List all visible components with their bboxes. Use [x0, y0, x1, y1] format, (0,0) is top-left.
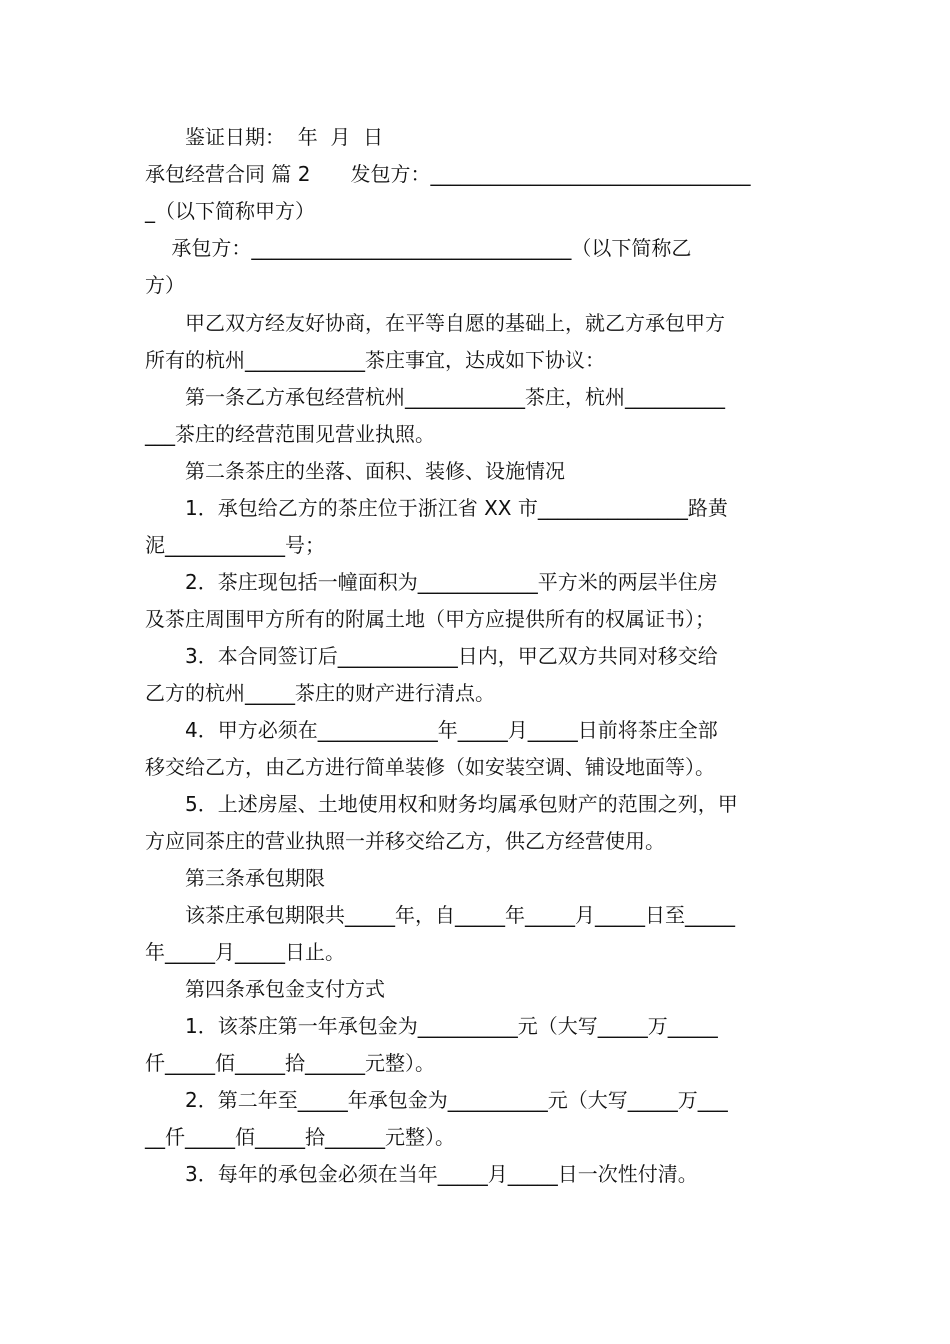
text-line: 仟_____佰_____拾______元整）。 — [145, 1051, 435, 1075]
text-line: 泥____________号； — [145, 533, 325, 557]
text-line: 及茶庄周围甲方所有的附属土地（甲方应提供所有的权属证书）； — [145, 607, 715, 631]
text-line: 2．茶庄现包括一幢面积为____________平方米的两层半住房 — [145, 570, 718, 594]
text-line: 甲乙双方经友好协商，在平等自愿的基础上，就乙方承包甲方 — [145, 311, 725, 335]
text-line: 移交给乙方，由乙方进行简单装修（如安装空调、铺设地面等）。 — [145, 755, 715, 779]
text-line: 1．承包给乙方的茶庄位于浙江省 XX 市_______________路黄 — [145, 496, 728, 520]
text-line: 第一条乙方承包经营杭州____________茶庄，杭州__________ — [145, 385, 725, 409]
text-line: 第三条承包期限 — [145, 866, 325, 890]
text-line: 第四条承包金支付方式 — [145, 977, 385, 1001]
text-line: _（以下简称甲方） — [145, 199, 315, 223]
text-line: 1．该茶庄第一年承包金为__________元（大写_____万_____ — [145, 1014, 718, 1038]
text-line: 年_____月_____日止。 — [145, 940, 345, 964]
text-line: 第二条茶庄的坐落、面积、装修、设施情况 — [145, 459, 565, 483]
text-line: 该茶庄承包期限共_____年，自_____年_____月_____日至_____ — [145, 903, 735, 927]
text-line: 2．第二年至_____年承包金为__________元（大写_____万___ — [145, 1088, 728, 1112]
text-line: 乙方的杭州_____茶庄的财产进行清点。 — [145, 681, 495, 705]
text-line: 3．本合同签订后____________日内，甲乙双方共同对移交给 — [145, 644, 718, 668]
text-line: __仟_____佰_____拾______元整）。 — [145, 1125, 455, 1149]
text-line: 方应同茶庄的营业执照一并移交给乙方，供乙方经营使用。 — [145, 829, 665, 853]
text-line: 承包经营合同 篇 2 发包方：________________________________ — [145, 162, 751, 186]
text-line: 承包方：________________________________（以下简称乙 — [145, 236, 692, 260]
text-line: 4．甲方必须在____________年_____月_____日前将茶庄全部 — [145, 718, 718, 742]
text-line: 方） — [145, 273, 185, 297]
text-line: ___茶庄的经营范围见营业执照。 — [145, 422, 435, 446]
text-line: 所有的杭州____________茶庄事宜，达成如下协议： — [145, 348, 605, 372]
text-line: 鉴证日期： 年 月 日 — [145, 125, 384, 149]
text-line: 5．上述房屋、土地使用权和财务均属承包财产的范围之列，甲 — [145, 792, 738, 816]
text-line: 3．每年的承包金必须在当年_____月_____日一次性付清。 — [145, 1162, 698, 1186]
